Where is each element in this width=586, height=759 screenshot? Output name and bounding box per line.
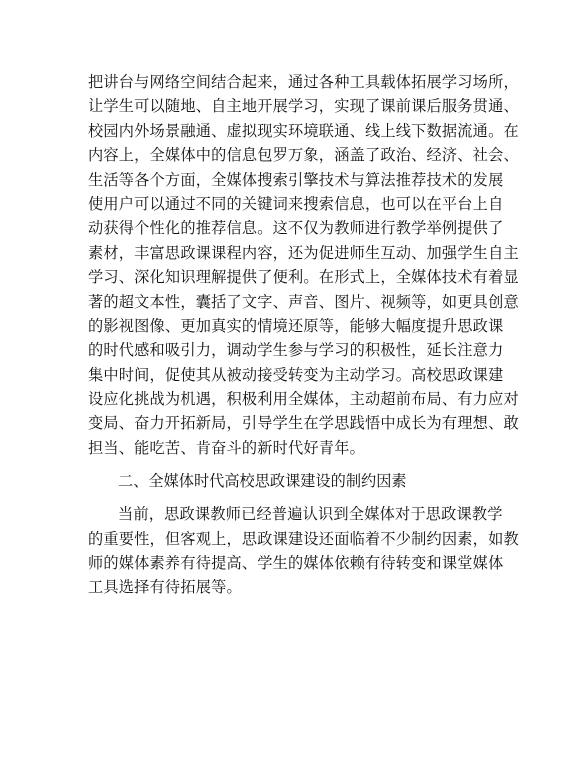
paragraph-line: 集中时间，促使其从被动接受转变为主动学习。高校思政课建: [88, 365, 504, 384]
section-heading: 二、全媒体时代高校思政课建设的制约因素: [118, 472, 407, 491]
document-page: [88, 70, 519, 600]
paragraph-line: 当前，思政课教师已经普遍认识到全媒体对于思政课教学: [118, 505, 503, 524]
paragraph-line: 校园内外场景融通、虚拟现实环境联通、线上线下数据流通。在: [88, 121, 519, 140]
paragraph-line: 变局、奋力开拓新局，引导学生在学思践悟中成长为有理想、敢: [88, 414, 519, 433]
paragraph-line: 动获得个性化的推荐信息。这不仅为教师进行教学举例提供了: [88, 219, 504, 238]
paragraph-line: 师的媒体素养有待提高、学生的媒体依赖有待转变和课堂媒体: [88, 554, 504, 573]
paragraph-line: 担当、能吃苦、肯奋斗的新时代好青年。: [88, 438, 365, 457]
paragraph-line: 工具选择有待拓展等。: [88, 578, 242, 597]
paragraph-line: 的影视图像、更加真实的情境还原等，能够大幅度提升思政课: [88, 316, 504, 335]
body-paragraph-1: [88, 70, 519, 460]
paragraph-line: 的时代感和吸引力，调动学生参与学习的积极性，延长注意力: [88, 341, 504, 360]
paragraph-line: 的重要性，但客观上，思政课建设还面临着不少制约因素，如教: [88, 529, 519, 548]
paragraph-line: 素材，丰富思政课课程内容，还为促进师生互动、加强学生自主: [88, 243, 519, 262]
paragraph-line: 把讲台与网络空间结合起来，通过各种工具载体拓展学习场所，: [88, 73, 519, 91]
body-paragraph-2: [88, 502, 519, 600]
paragraph-line: 设应化挑战为机遇，积极利用全媒体，主动超前布局、有力应对: [88, 390, 519, 409]
paragraph-line: 生活等各个方面，全媒体搜索引擎技术与算法推荐技术的发展: [88, 170, 504, 189]
paragraph-line: 内容上，全媒体中的信息包罗万象，涵盖了政治、经济、社会、: [88, 146, 519, 165]
paragraph-line: 使用户可以通过不同的关键词来搜索信息，也可以在平台上自: [88, 194, 504, 213]
paragraph-line: 著的超文本性，囊括了文字、声音、图片、视频等，如更具创意: [88, 292, 519, 311]
paragraph-line: 让学生可以随地、自主地开展学习，实现了课前课后服务贯通、: [88, 97, 519, 116]
paragraph-line: 学习、深化知识理解提供了便利。在形式上，全媒体技术有着显: [88, 268, 519, 287]
